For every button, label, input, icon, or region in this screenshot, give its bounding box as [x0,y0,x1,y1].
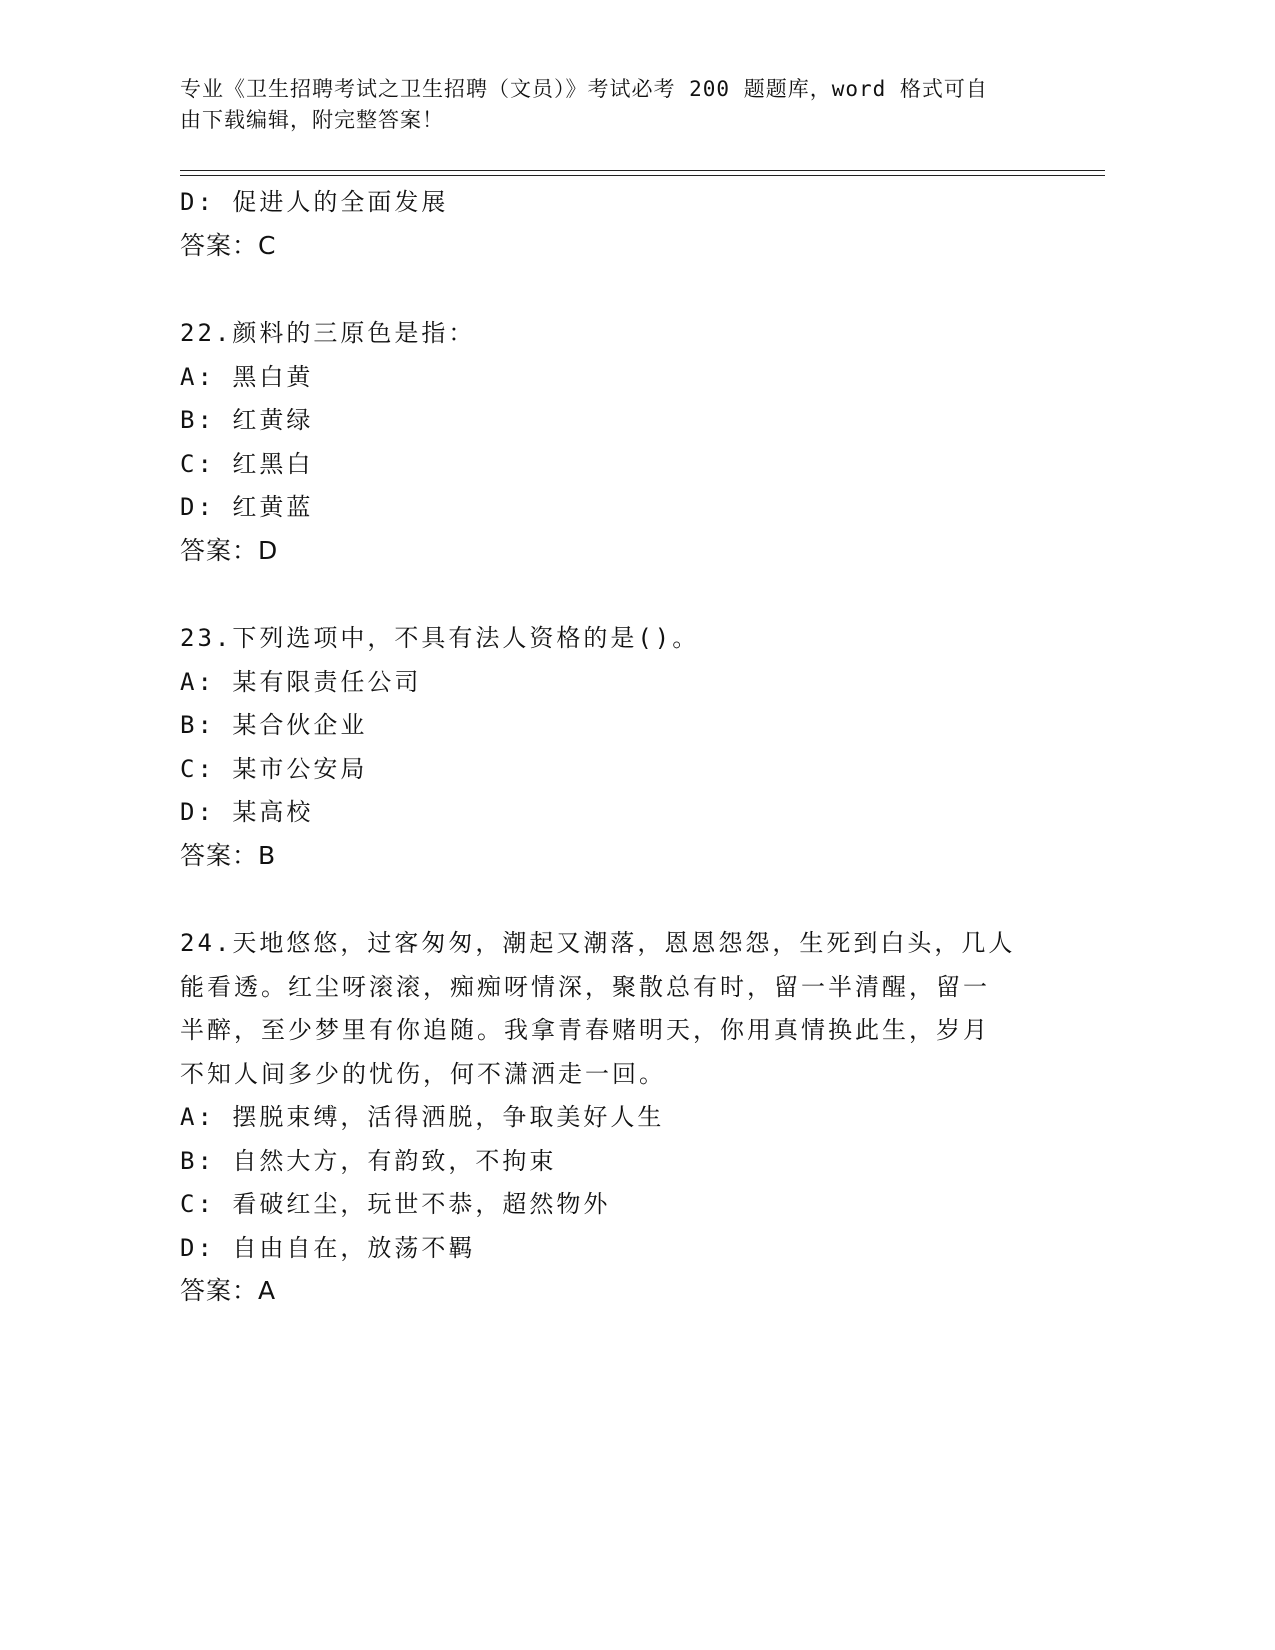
q23-option-d: D: 某高校 [180,798,314,826]
q23-option-a: A: 某有限责任公司 [180,668,422,696]
q24-stem-line-2: 能看透。红尘呀滚滚，痴痴呀情深，聚散总有时，留一半清醒，留一 [180,973,990,1001]
header-line-1: 专业《卫生招聘考试之卫生招聘（文员）》考试必考 200 题题库，word 格式可自 [180,77,988,101]
header-divider-top [180,170,1105,171]
header-line-2: 由下载编辑，附完整答案！ [180,108,444,132]
q22-option-a: A: 黑白黄 [180,363,314,391]
q22-option-b: B: 红黄绿 [180,406,314,434]
q24-option-a: A: 摆脱束缚，活得洒脱，争取美好人生 [180,1103,665,1131]
q24-answer: 答案：A [180,1276,277,1305]
q23-answer: 答案：B [180,841,277,870]
header-divider-bottom [180,175,1105,176]
document-header [180,74,1030,136]
q23-option-b: B: 某合伙企业 [180,711,368,739]
q24-stem-line-3: 半醉，至少梦里有你追随。我拿青春赌明天，你用真情换此生，岁月 [180,1016,990,1044]
q24-option-b: B: 自然大方，有韵致，不拘束 [180,1147,557,1175]
q22-answer: 答案：D [180,536,279,565]
q23-option-c: C: 某市公安局 [180,755,368,783]
q21-option-d: D: 促进人的全面发展 [180,188,449,216]
q21-answer: 答案：C [180,231,277,260]
q24-stem-line-1: 24.天地悠悠，过客匆匆，潮起又潮落，恩恩怨怨，生死到白头，几人 [180,929,1016,957]
q24-option-c: C: 看破红尘，玩世不恭，超然物外 [180,1190,611,1218]
q22-option-c: C: 红黑白 [180,450,314,478]
q24-option-d: D: 自由自在，放荡不羁 [180,1234,476,1262]
q23-stem: 23.下列选项中，不具有法人资格的是()。 [180,624,700,652]
q24-stem-line-4: 不知人间多少的忧伤，何不潇洒走一回。 [180,1060,666,1088]
q22-stem: 22.颜料的三原色是指： [180,319,476,347]
q22-option-d: D: 红黄蓝 [180,493,314,521]
